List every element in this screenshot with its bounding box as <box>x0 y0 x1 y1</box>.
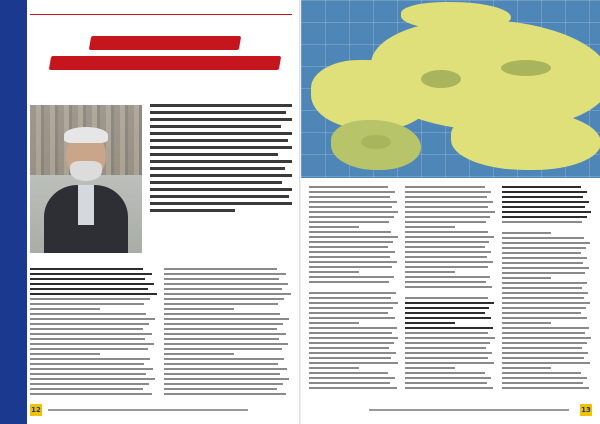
text-line <box>164 348 282 350</box>
section-label <box>2 160 24 280</box>
text-line <box>30 348 148 350</box>
text-line <box>164 278 279 280</box>
text-line <box>405 387 493 389</box>
text-line <box>405 286 492 288</box>
text-line <box>309 302 398 304</box>
text-line <box>405 206 488 208</box>
text-line <box>30 338 145 340</box>
text-line <box>405 347 485 349</box>
text-line <box>30 273 152 275</box>
text-line <box>309 276 394 278</box>
text-line <box>502 377 588 379</box>
text-line <box>309 332 392 334</box>
text-line <box>405 191 491 193</box>
page-number: 13 <box>581 406 591 414</box>
text-line <box>405 256 486 258</box>
text-line <box>405 186 484 188</box>
text-line <box>164 358 284 360</box>
text-line <box>164 298 284 300</box>
page-number: 12 <box>31 406 41 414</box>
text-line <box>164 333 286 335</box>
text-line <box>405 327 493 329</box>
text-line <box>309 201 397 203</box>
article-headline <box>40 36 290 80</box>
text-line <box>309 342 394 344</box>
text-line <box>309 246 388 248</box>
text-line <box>405 312 484 314</box>
text-line <box>309 226 359 228</box>
text-line <box>30 318 155 320</box>
text-line <box>405 216 490 218</box>
text-line <box>30 308 100 310</box>
text-column <box>502 186 592 396</box>
text-line <box>405 352 492 354</box>
text-line <box>502 221 582 223</box>
portrait-hair <box>64 127 108 143</box>
text-line <box>405 231 487 233</box>
text-line <box>502 262 583 264</box>
text-line <box>405 302 494 304</box>
text-line <box>502 337 591 339</box>
text-line <box>164 268 277 270</box>
text-line <box>30 298 150 300</box>
right-footer <box>309 404 592 416</box>
text-line <box>502 367 552 369</box>
headline-line-1 <box>89 36 241 50</box>
text-line <box>502 382 583 384</box>
text-line <box>502 387 590 389</box>
text-line <box>164 363 278 365</box>
text-line <box>309 216 394 218</box>
text-line <box>502 287 582 289</box>
text-line <box>30 303 144 305</box>
text-line <box>164 283 288 285</box>
left-body-text <box>30 268 292 398</box>
text-line <box>502 327 590 329</box>
text-line <box>30 388 143 390</box>
text-line <box>405 332 488 334</box>
text-line <box>309 367 359 369</box>
text-line <box>502 342 587 344</box>
map-terrain <box>501 60 551 76</box>
text-line <box>309 206 392 208</box>
text-line <box>309 256 390 258</box>
text-line <box>502 347 582 349</box>
text-line <box>164 323 283 325</box>
text-line <box>30 343 154 345</box>
portrait-beard <box>70 161 102 181</box>
text-line <box>405 362 494 364</box>
text-line <box>502 307 586 309</box>
text-line <box>30 363 144 365</box>
text-line <box>164 308 234 310</box>
text-line <box>405 281 485 283</box>
text-line <box>309 236 398 238</box>
text-line <box>405 342 490 344</box>
headline-line-2 <box>49 56 281 70</box>
text-line <box>309 266 392 268</box>
text-line <box>502 257 588 259</box>
text-line <box>309 281 389 283</box>
text-line <box>405 211 494 213</box>
text-line <box>502 277 552 279</box>
text-line <box>502 237 584 239</box>
portrait-shirt <box>78 185 94 225</box>
text-line <box>30 378 155 380</box>
text-line <box>30 268 143 270</box>
text-line <box>502 362 591 364</box>
text-line <box>164 368 287 370</box>
text-line <box>405 266 488 268</box>
text-line <box>164 388 277 390</box>
text-line <box>502 211 591 213</box>
text-line <box>30 333 152 335</box>
text-line <box>405 226 455 228</box>
text-line <box>502 312 581 314</box>
text-line <box>405 241 489 243</box>
text-line <box>405 276 490 278</box>
text-line <box>309 317 395 319</box>
text-line <box>502 282 587 284</box>
text-line <box>502 302 591 304</box>
text-line <box>309 221 389 223</box>
text-line <box>309 251 395 253</box>
text-line <box>502 191 588 193</box>
text-line <box>309 377 395 379</box>
text-line <box>502 196 583 198</box>
text-line <box>405 317 491 319</box>
text-line <box>502 252 581 254</box>
text-line <box>502 267 590 269</box>
text-line <box>30 283 154 285</box>
text-line <box>405 377 491 379</box>
text-line <box>30 353 100 355</box>
left-page <box>0 0 299 424</box>
text-line <box>30 373 146 375</box>
text-line <box>502 216 587 218</box>
text-line <box>309 186 388 188</box>
text-line <box>502 352 589 354</box>
text-line <box>164 288 282 290</box>
text-line <box>309 297 391 299</box>
header-rule <box>30 14 292 15</box>
text-line <box>502 322 552 324</box>
text-line <box>405 367 455 369</box>
text-line <box>502 201 590 203</box>
text-line <box>30 278 145 280</box>
text-line <box>405 307 489 309</box>
text-line <box>309 372 388 374</box>
map-terrain <box>421 70 461 88</box>
text-line <box>164 303 278 305</box>
text-line <box>164 338 279 340</box>
text-line <box>164 273 286 275</box>
text-line <box>502 292 589 294</box>
text-column <box>309 186 399 396</box>
text-line <box>309 191 395 193</box>
map-landmass <box>451 110 600 170</box>
text-line <box>502 332 585 334</box>
right-page <box>301 0 600 424</box>
left-footer <box>30 404 292 416</box>
text-line <box>164 343 288 345</box>
text-line <box>502 272 585 274</box>
text-line <box>309 312 388 314</box>
text-column <box>405 186 495 396</box>
text-line <box>30 293 157 295</box>
running-footer <box>369 409 569 411</box>
text-line <box>309 327 397 329</box>
text-line <box>309 307 393 309</box>
text-line <box>164 353 234 355</box>
text-line <box>309 337 398 339</box>
text-line <box>405 246 484 248</box>
text-line <box>164 318 289 320</box>
text-line <box>309 382 390 384</box>
text-line <box>405 372 484 374</box>
text-line <box>502 242 591 244</box>
text-line <box>164 293 291 295</box>
text-line <box>309 352 396 354</box>
text-line <box>309 322 359 324</box>
historical-map <box>301 0 600 178</box>
text-line <box>30 313 146 315</box>
text-line <box>30 383 149 385</box>
text-line <box>309 196 390 198</box>
text-line <box>405 196 486 198</box>
text-line <box>30 393 152 395</box>
text-line <box>405 357 487 359</box>
text-column <box>30 268 158 398</box>
text-line <box>309 387 397 389</box>
text-line <box>164 378 289 380</box>
text-line <box>502 186 581 188</box>
text-line <box>309 231 391 233</box>
text-line <box>164 328 277 330</box>
lead-paragraph <box>150 104 292 216</box>
text-column <box>164 268 292 398</box>
text-line <box>164 373 280 375</box>
text-line <box>30 323 149 325</box>
text-line <box>30 328 143 330</box>
text-line <box>405 297 487 299</box>
text-line <box>405 271 455 273</box>
text-line <box>405 201 493 203</box>
text-line <box>30 368 153 370</box>
text-line <box>164 393 286 395</box>
text-line <box>405 236 494 238</box>
text-line <box>309 362 398 364</box>
text-line <box>405 221 485 223</box>
text-line <box>309 241 393 243</box>
text-line <box>309 347 389 349</box>
right-body-text <box>309 186 592 396</box>
text-line <box>502 357 584 359</box>
text-line <box>164 383 283 385</box>
text-line <box>309 211 398 213</box>
text-line <box>502 247 586 249</box>
running-footer <box>48 409 248 411</box>
text-line <box>30 288 148 290</box>
text-line <box>164 313 280 315</box>
text-line <box>405 322 455 324</box>
text-line <box>502 206 585 208</box>
text-line <box>502 297 584 299</box>
text-line <box>405 251 491 253</box>
author-portrait <box>30 105 142 253</box>
text-line <box>309 261 397 263</box>
text-line <box>405 337 494 339</box>
text-line <box>30 358 150 360</box>
section-sidebar <box>0 0 27 424</box>
map-landmass <box>401 2 511 30</box>
map-terrain <box>361 135 391 149</box>
text-line <box>309 271 359 273</box>
text-line <box>502 372 581 374</box>
text-line <box>309 357 391 359</box>
text-line <box>405 382 486 384</box>
text-line <box>309 292 396 294</box>
text-line <box>405 261 493 263</box>
text-line <box>502 232 552 234</box>
text-line <box>502 317 588 319</box>
